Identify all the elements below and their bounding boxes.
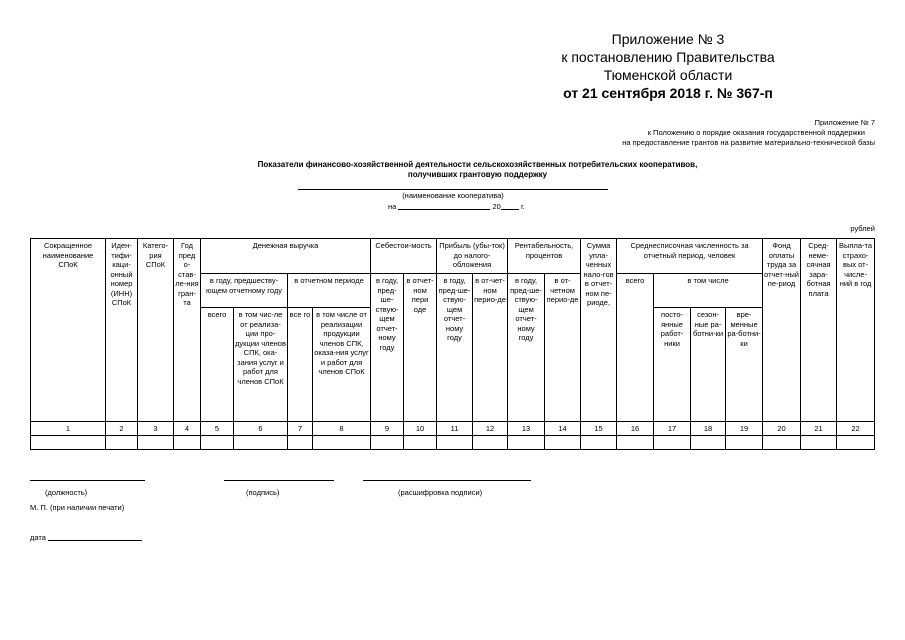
col-number: 13	[508, 422, 545, 436]
appendix-region: Тюменской области	[603, 67, 733, 83]
data-cell[interactable]	[545, 436, 581, 450]
col-cost: Себестои-мость	[371, 239, 437, 274]
date-suffix: г.	[520, 202, 525, 211]
appendix-ref: к постановлению Правительства	[561, 49, 775, 65]
col-rentability: Рентабельность, процентов	[508, 239, 581, 274]
signature-line	[224, 480, 334, 481]
data-cell[interactable]	[617, 436, 654, 450]
data-cell[interactable]	[837, 436, 875, 450]
date-label: дата	[30, 533, 46, 542]
coop-name-caption: (наименование кооператива)	[402, 191, 504, 200]
date-blank	[398, 201, 490, 210]
data-cell[interactable]	[437, 436, 473, 450]
col-rev-prev-incl: в том чис-ле от реализа-ции про-дукции членов СПК, ока-зания услуг и работ для членов СПоК	[234, 308, 288, 422]
data-cell[interactable]	[234, 436, 288, 450]
col-avg-wage: Сред-неме-сячная зара-ботная плата	[801, 239, 837, 422]
data-cell[interactable]	[654, 436, 691, 450]
col-number: 6	[234, 422, 288, 436]
col-number: 15	[581, 422, 617, 436]
signature-caption: (подпись)	[246, 488, 280, 497]
column-numbers-row	[31, 422, 875, 436]
appendix-date: от 21 сентября 2018 г. № 367-п	[563, 85, 773, 101]
col-grant-year: Год пред о-став-ле-ния гран-та	[174, 239, 201, 422]
date-field	[30, 532, 142, 542]
year-blank	[501, 201, 519, 210]
col-number: 12	[473, 422, 508, 436]
col-number: 1	[31, 422, 106, 436]
col-number: 19	[726, 422, 763, 436]
decoding-caption: (расшифровка подписи)	[398, 488, 483, 497]
col-staff-total: всего	[617, 274, 654, 422]
col-profit: Прибыль (убы-ток) до налого-обложения	[437, 239, 508, 274]
decoding-line	[363, 480, 531, 481]
col-rev-prev-total: всего	[201, 308, 234, 422]
col-insurance: Выпла-та страхо-вых от-числе-ний в год	[837, 239, 875, 422]
col-payroll: Фонд оплаты труда за отчет-ный пе-риод	[763, 239, 801, 422]
appendix-header	[518, 30, 818, 102]
report-date-line	[388, 201, 525, 212]
coop-name-line	[298, 189, 608, 190]
data-cell[interactable]	[691, 436, 726, 450]
data-cell[interactable]	[371, 436, 404, 450]
date-year: 20	[492, 202, 501, 211]
col-staff-temp: вре-менные ра-ботни-ки	[726, 308, 763, 422]
col-staff: Среднесписочная численность за отчетный период, человек	[617, 239, 763, 274]
col-rent-prev: в году, пред-ше-ствую-щем отчет-ному году	[508, 274, 545, 422]
col-number: 8	[313, 422, 371, 436]
col-number: 3	[138, 422, 174, 436]
col-number: 5	[201, 422, 234, 436]
col-rev-cur-incl: в том числе от реализации продукции членов СПК, оказа-ния услуг и работ для членов СПоК	[313, 308, 371, 422]
col-number: 17	[654, 422, 691, 436]
date-input-line[interactable]	[48, 532, 142, 541]
col-number: 22	[837, 422, 875, 436]
col-short-name: Сокращенное наименование СПоК	[31, 239, 106, 422]
data-cell[interactable]	[174, 436, 201, 450]
data-cell[interactable]	[763, 436, 801, 450]
col-number: 7	[288, 422, 313, 436]
data-cell[interactable]	[581, 436, 617, 450]
position-caption: (должность)	[45, 488, 88, 497]
col-cost-cur: в отчет-ном пери оде	[404, 274, 437, 422]
col-number: 20	[763, 422, 801, 436]
data-cell[interactable]	[313, 436, 371, 450]
col-revenue-cur: в отчетном периоде	[288, 274, 371, 308]
col-revenue-prev: в году, предшеству-ющем отчетному году	[201, 274, 288, 308]
col-staff-incl: в том числе	[654, 274, 763, 308]
col-category: Катего-рия СПоК	[138, 239, 174, 422]
col-staff-perm: посто-янные работ-ники	[654, 308, 691, 422]
col-revenue: Денежная выручка	[201, 239, 371, 274]
data-cell[interactable]	[473, 436, 508, 450]
data-cell[interactable]	[801, 436, 837, 450]
col-number: 21	[801, 422, 837, 436]
appendix-number: Приложение № 3	[611, 31, 725, 47]
position-line	[30, 480, 145, 481]
data-cell[interactable]	[508, 436, 545, 450]
col-inn: Иден-тифи-каци-онный номер (ИНН) СПоК	[106, 239, 138, 422]
col-profit-cur: в от-чет-ном перио-де	[473, 274, 508, 422]
form-title-line-2: получивших грантовую поддержку	[407, 170, 548, 179]
col-taxes: Сумма упла-ченных нало-гов в отчет-ном пе-риоде,	[581, 239, 617, 422]
col-number: 16	[617, 422, 654, 436]
col-number: 10	[404, 422, 437, 436]
units-label: рублей	[850, 224, 875, 233]
annex-line-3: на предоставление грантов на развитие материально-технической базы	[622, 138, 875, 147]
col-rent-cur: в от-четном перио-де	[545, 274, 581, 422]
col-staff-season: сезон-ные ра-ботни-ки	[691, 308, 726, 422]
col-number: 11	[437, 422, 473, 436]
data-cell[interactable]	[201, 436, 234, 450]
annex-line-2: к Положению о порядке оказания государственной поддержки	[647, 128, 865, 137]
col-number: 9	[371, 422, 404, 436]
data-cell[interactable]	[726, 436, 763, 450]
col-cost-prev: в году, пред-ше-ствую-щем отчет-ному году	[371, 274, 404, 422]
col-number: 14	[545, 422, 581, 436]
annex-reference	[475, 118, 875, 148]
data-entry-row	[31, 436, 875, 450]
indicators-table	[30, 238, 875, 450]
stamp-note: М. П. (при наличии печати)	[30, 503, 125, 512]
data-cell[interactable]	[31, 436, 106, 450]
data-cell[interactable]	[288, 436, 313, 450]
data-cell[interactable]	[138, 436, 174, 450]
form-title-line-1: Показатели финансово-хозяйственной деятельности сельскохозяйственных потребительских кооперативов,	[257, 160, 698, 169]
col-profit-prev: в году, пред-ше-ствую-щем отчет-ному году	[437, 274, 473, 422]
data-cell[interactable]	[106, 436, 138, 450]
col-number: 4	[174, 422, 201, 436]
data-cell[interactable]	[404, 436, 437, 450]
form-title	[150, 160, 805, 180]
date-prefix: на	[388, 202, 397, 211]
annex-number: Приложение № 7	[814, 118, 875, 127]
col-number: 2	[106, 422, 138, 436]
col-rev-cur-total: все го	[288, 308, 313, 422]
col-number: 18	[691, 422, 726, 436]
